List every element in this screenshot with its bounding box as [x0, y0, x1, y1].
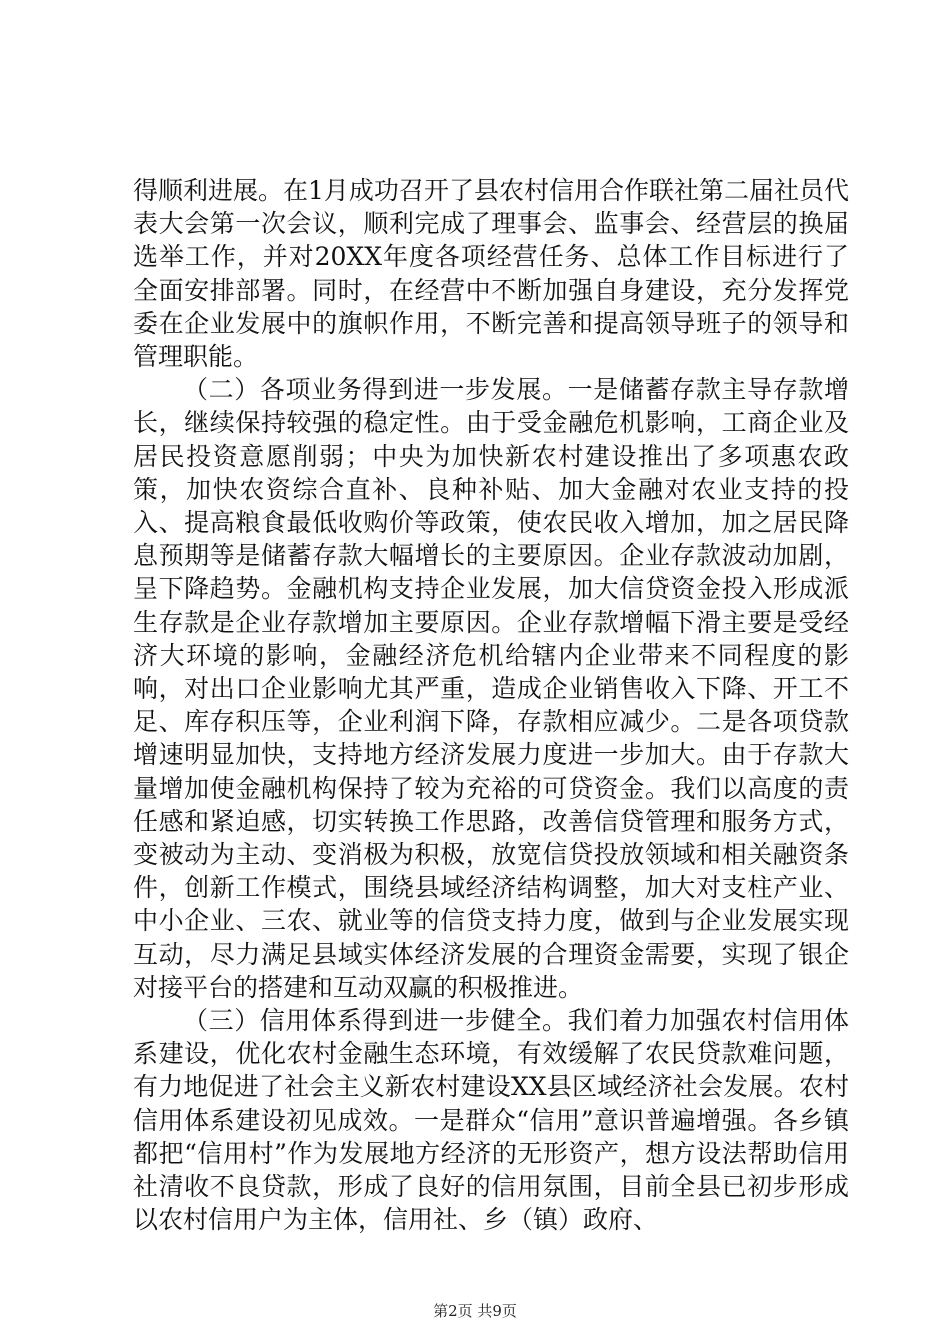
paragraph-credit-system: （三）信用体系得到进一步健全。我们着力加强农村信用体系建设，优化农村金融生态环境，有效缓解了农民贷款难问题，有力地促进了社会主义新农村建设XX县区域经济社会发展。农村信用体系建设初见成效。一是群众“信用”意识普遍增强。各乡镇都把“信用村”作为发展地方经济的无形资产，想方设法帮助信用社清收不良贷款，形成了良好的信用氛围，目前全县已初步形成以农村信用户为主体，信用社、乡（镇）政府、: [133, 1006, 849, 1235]
paragraph-business-development: （二）各项业务得到进一步发展。一是储蓄存款主导存款增长，继续保持较强的稳定性。由于受金融危机影响，工商企业及居民投资意愿削弱；中央为加快新农村建设推出了多项惠农政策，加快农资综合直补、良种补贴、加大金融对农业支持的投入、提高粮食最低收购价等政策，使农民收入增加，加之居民降息预期等是储蓄存款大幅增长的主要原因。企业存款波动加剧，呈下降趋势。金融机构支持企业发展，加大信贷资金投入形成派生存款是企业存款增加主要原因。企业存款增幅下滑主要是受经济大环境的影响，金融经济危机给辖内企业带来不同程度的影响，对出口企业影响尤其严重，造成企业销售收入下降、开工不足、库存积压等，企业利润下降，存款相应减少。二是各项贷款增速明显加快，支持地方经济发展力度进一步加大。由于存款大量增加使金融机构保持了较为充裕的可贷资金。我们以高度的责任感和紧迫感，切实转换工作思路，改善信贷管理和服务方式，变被动为主动、变消极为积极，放宽信贷投放领域和相关融资条件，创新工作模式，围绕县域经济结构调整，加大对支柱产业、中小企业、三农、就业等的信贷支持力度，做到与企业发展实现互动，尽力满足县域实体经济发展的合理资金需要，实现了银企对接平台的搭建和互动双赢的积极推进。: [133, 375, 849, 1002]
document-body: [133, 174, 849, 1237]
page-footer: 第2页 共9页: [433, 1302, 517, 1320]
paragraph-continuation: 得顺利进展。在1月成功召开了县农村信用合作联社第二届社员代表大会第一次会议，顺利完成了理事会、监事会、经营层的换届选举工作，并对20XX年度各项经营任务、总体工作目标进行了全面安排部署。同时，在经营中不断加强自身建设，充分发挥党委在企业发展中的旗帜作用，不断完善和提高领导班子的领导和管理职能。: [133, 176, 849, 372]
